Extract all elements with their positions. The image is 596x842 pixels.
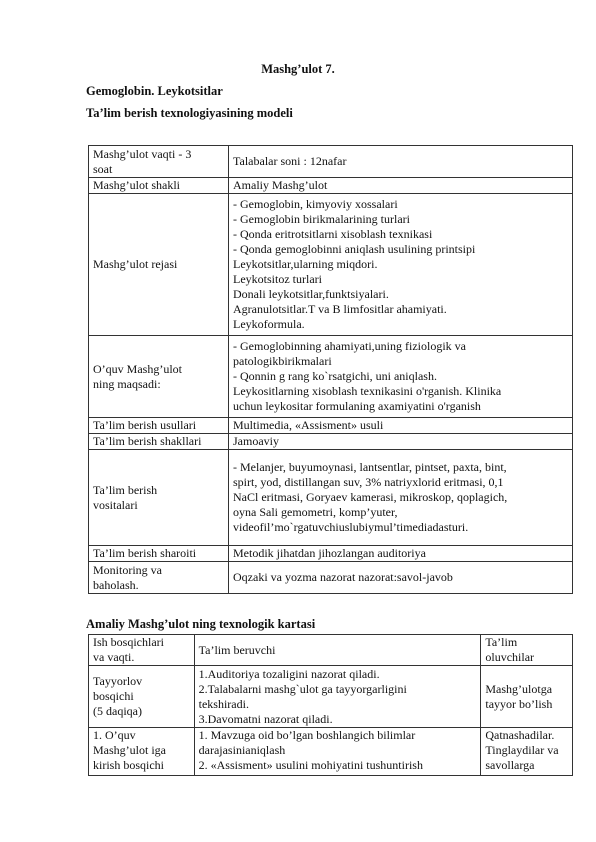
table-row (89, 546, 573, 562)
table-row (89, 336, 573, 418)
row-label: O’quv Mashg’ulot ning maqsadi: (89, 336, 229, 418)
table-cell: Mashg’ulotga tayyor bo’lish (481, 666, 573, 728)
table-row (89, 562, 573, 594)
column-header: Ish bosqichlari va vaqti. (89, 635, 195, 666)
table-row (89, 728, 573, 776)
model-heading: Ta’lim berish texnologiyasining modeli (86, 106, 293, 120)
table-row (89, 178, 573, 194)
table-row (89, 194, 573, 336)
row-value: Metodik jihatdan jihozlangan auditoriya (229, 546, 573, 562)
row-value: Oqzaki va yozma nazorat nazorat:savol-javob (229, 562, 573, 594)
row-label: Ta’lim berish usullari (89, 418, 229, 434)
row-value: Talabalar soni : 12nafar (229, 146, 573, 178)
table-header-row (89, 635, 573, 666)
table-cell: Tayyorlov bosqichi (5 daqiqa) (89, 666, 195, 728)
row-value: - Melanjer, buyumoynasi, lantsentlar, pintset, paxta, bint, spirt, yod, distillangan suv, 3% natriyxlorid eritmasi, 0,1 NaCl eritmasi, Goryaev kamerasi, mikroskop, qoplagich, oyna Sali gemometri, komp’yuter, videofil’mo`rgatuvchiuslubiymul’timediadasturi. (229, 450, 573, 546)
tech-card-table (88, 634, 573, 776)
table-cell: 1. O’quv Mashg’ulot iga kirish bosqichi (89, 728, 195, 776)
row-label: Mashg’ulot rejasi (89, 194, 229, 336)
column-header: Ta’lim oluvchilar (481, 635, 573, 666)
card-heading: Amaliy Mashg’ulot ning texnologik kartasi (86, 617, 316, 631)
table-row (89, 434, 573, 450)
row-label: Mashg’ulot vaqti - 3 soat (89, 146, 229, 178)
row-value: - Gemoglobin, kimyoviy xossalari - Gemoglobin birikmalarining turlari - Qonda eritrotsitlarni xisoblash texnikasi - Qonda gemoglobinni aniqlash usulining printsipi Leykotsitlar,ularning miqdori. Leykotsitoz turlari Donali leykotsitlar,funktsiyalari. Agranulotsitlar.T va B limfositlar ahamiyati. Leykoformula. (229, 194, 573, 336)
row-label: Ta’lim berish vositalari (89, 450, 229, 546)
row-value: Multimedia, «Assisment» usuli (229, 418, 573, 434)
table-cell: 1. Mavzuga oid bo’lgan boshlangich bilimlar darajasinianiqlash 2. «Assisment» usulini mohiyatini tushuntirish (194, 728, 481, 776)
row-label: Monitoring va baholash. (89, 562, 229, 594)
row-value: - Gemoglobinning ahamiyati,uning fiziologik va patologikbirikmalari - Qonnin g rang ko`rsatgichi, uni aniqlash. Leykositlarning xisoblash texnikasini o'rganish. Klinika uchun leykositar formulaning axamiyatini o'rganish (229, 336, 573, 418)
row-label: Ta’lim berish shakllari (89, 434, 229, 450)
table-row (89, 666, 573, 728)
table-row (89, 418, 573, 434)
row-label: Ta’lim berish sharoiti (89, 546, 229, 562)
column-header: Ta’lim beruvchi (194, 635, 481, 666)
table-cell: 1.Auditoriya tozaligini nazorat qiladi. 2.Talabalarni mashg`ulot ga tayyorgarligini tekshiradi. 3.Davomatni nazorat qiladi. (194, 666, 481, 728)
model-table (88, 145, 573, 594)
row-value: Amaliy Mashg’ulot (229, 178, 573, 194)
lesson-title: Mashg’ulot 7. (261, 62, 335, 76)
row-value: Jamoaviy (229, 434, 573, 450)
lesson-topic: Gemoglobin. Leykotsitlar (86, 84, 223, 98)
table-cell: Qatnashadilar. Tinglaydilar va savollarga (481, 728, 573, 776)
table-row (89, 450, 573, 546)
table-row (89, 146, 573, 178)
row-label: Mashg’ulot shakli (89, 178, 229, 194)
